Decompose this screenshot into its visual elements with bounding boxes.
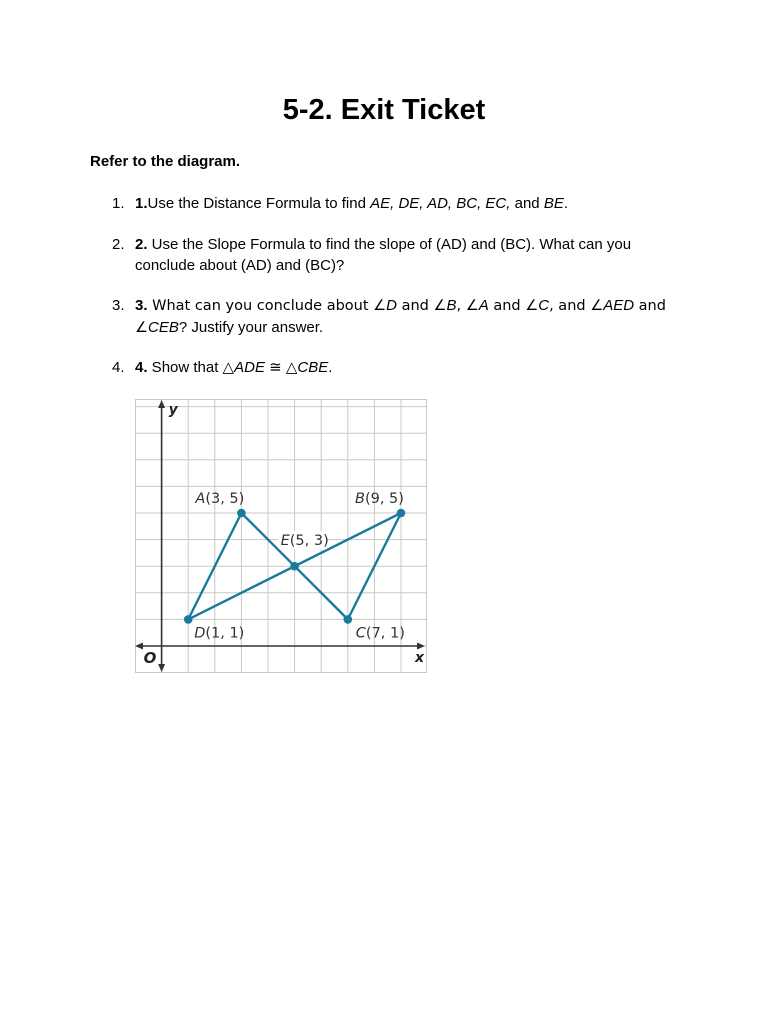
origin-label: O	[143, 649, 157, 667]
point-name: E	[280, 533, 290, 550]
coordinate-diagram	[135, 399, 427, 673]
list-marker: 4.	[112, 359, 125, 376]
point-label-D	[194, 625, 244, 641]
text-run: Use the Distance Formula to find	[147, 195, 371, 212]
text-run: and	[510, 195, 544, 212]
y-axis-arrow-icon	[158, 664, 165, 672]
text-run: .	[563, 195, 568, 212]
intro-text: Refer to the diagram.	[90, 153, 241, 170]
text-run: Use the Slope Formula to find the slope of (AD) and (BC). What can you conclude about (AD) and (BC)?	[135, 236, 632, 274]
point-coords: (3, 5)	[205, 491, 245, 507]
point-name: D	[194, 625, 206, 642]
angle-name: A	[478, 297, 489, 314]
point-coords: (7, 1)	[365, 625, 405, 642]
text-run: ? Justify your answer.	[178, 319, 324, 336]
point-A	[237, 509, 246, 518]
question-text	[135, 193, 670, 214]
angle-name: AED	[603, 297, 635, 314]
x-axis-arrow-icon	[417, 643, 425, 650]
list-marker: 2.	[112, 236, 125, 253]
point-label-B	[355, 491, 404, 507]
question-1	[110, 193, 670, 214]
triangle-name: ADE	[234, 359, 265, 376]
text-run: ≅ △	[264, 359, 298, 376]
text-run: What can you conclude about ∠	[147, 298, 387, 314]
text-run: Show that △	[147, 359, 235, 376]
question-text	[135, 357, 670, 378]
point-coords: (9, 5)	[364, 491, 404, 507]
point-B	[397, 509, 406, 518]
point-label-A	[194, 491, 244, 507]
angle-name: B	[446, 297, 457, 314]
question-number: 3.	[135, 297, 148, 314]
point-name: C	[355, 625, 366, 642]
text-run: , and ∠	[549, 298, 604, 314]
x-axis-label: x	[415, 650, 425, 666]
x-axis-arrow-icon	[135, 643, 143, 650]
angle-name: D	[386, 297, 397, 314]
text-run: and ∠	[397, 298, 447, 314]
point-label-E	[281, 533, 329, 549]
text-run: , ∠	[456, 298, 479, 314]
question-text	[135, 295, 670, 339]
segment-name: BE	[543, 195, 564, 212]
question-2	[110, 234, 670, 276]
point-name: A	[195, 491, 206, 507]
question-number: 2.	[135, 236, 148, 253]
point-D	[184, 615, 193, 624]
angle-name: C	[538, 297, 550, 314]
text-run: .	[328, 359, 333, 376]
point-name: B	[355, 491, 365, 507]
triangle-name: CBE	[297, 359, 329, 376]
list-marker: 1.	[112, 195, 125, 212]
question-4	[110, 357, 670, 378]
point-coords: (5, 3)	[289, 533, 329, 550]
point-E	[290, 562, 299, 571]
question-number: 4.	[135, 359, 148, 376]
point-coords: (1, 1)	[205, 625, 245, 642]
page-title: 5-2. Exit Ticket	[282, 94, 486, 126]
list-marker: 3.	[112, 297, 125, 314]
y-axis-arrow-icon	[158, 400, 165, 408]
y-axis-label: y	[168, 402, 178, 418]
point-C	[344, 615, 353, 624]
point-label-C	[356, 625, 405, 641]
segment-names: AE, DE, AD, BC, EC,	[370, 195, 511, 212]
text-run: and ∠	[135, 298, 666, 336]
text-run: and ∠	[488, 298, 539, 314]
question-number: 1.	[135, 195, 148, 212]
question-text	[135, 234, 670, 276]
angle-name: CEB	[148, 319, 179, 336]
question-3	[110, 295, 670, 339]
